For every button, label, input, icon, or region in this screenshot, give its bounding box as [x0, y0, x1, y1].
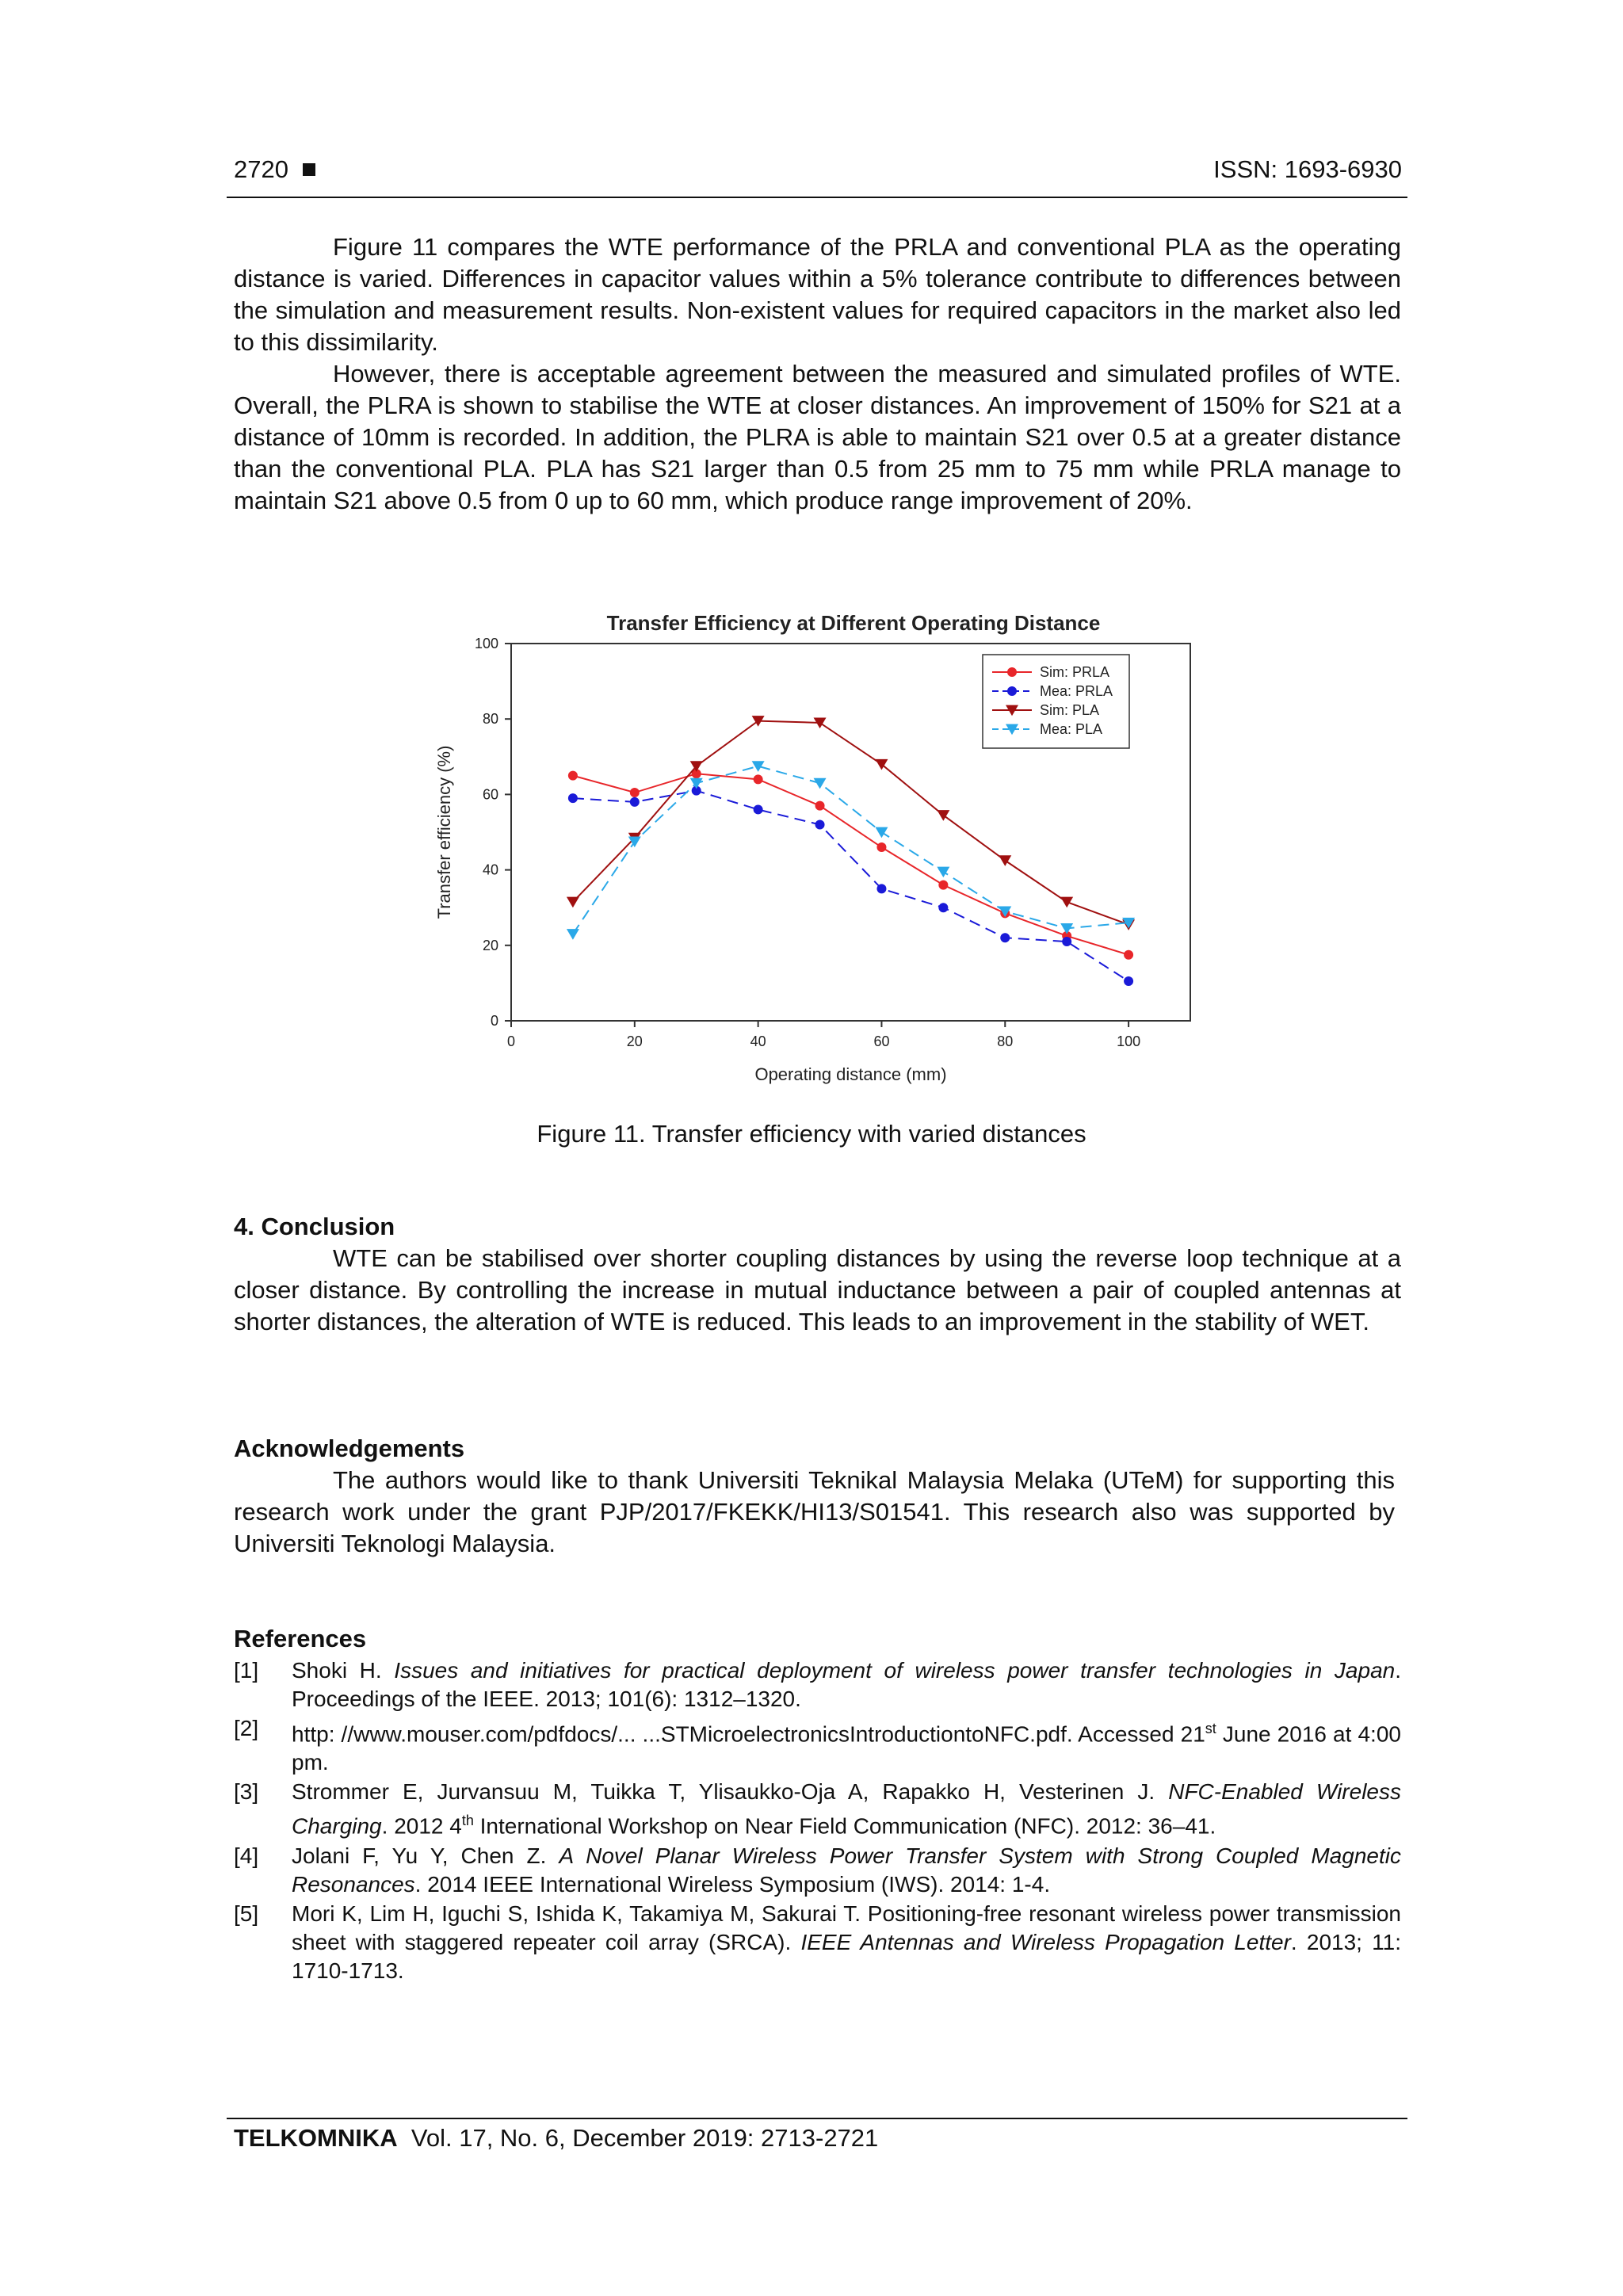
- data-point: [1124, 950, 1133, 960]
- x-tick-label: 0: [506, 1033, 516, 1049]
- data-point: [876, 884, 886, 893]
- data-point: [876, 842, 886, 852]
- header-rule: [227, 197, 1407, 198]
- y-tick-label: 20: [482, 937, 498, 953]
- square-bullet-icon: [303, 163, 315, 176]
- data-point: [999, 855, 1011, 866]
- conclusion-title: 4. Conclusion: [234, 1213, 395, 1240]
- legend-label: Mea: PLA: [1040, 721, 1103, 737]
- y-tick-label: 100: [474, 636, 498, 651]
- data-point: [568, 771, 578, 781]
- data-point: [630, 797, 640, 807]
- data-point: [690, 778, 703, 789]
- data-point: [754, 804, 763, 814]
- acknowledgements-text: The authors would like to thank Universiti Teknikal Malaysia Melaka (UTeM) for supporting this research work under the grant PJP/2017/FKEKK/HI13/S01541. This research also was supported by Universiti Teknologi Malaysia.: [234, 1466, 1395, 1557]
- reference-number: [1]: [234, 1658, 259, 1683]
- legend-label: Sim: PLA: [1040, 702, 1100, 718]
- conclusion-text: WTE can be stabilised over shorter coupling distances by using the reverse loop technique at a closer distance. By controlling the increase in mutual inductance between a pair of coupled antennas at shorter distances, the alteration of WTE is reduced. This leads to an improvement in the stability of WET.: [234, 1244, 1401, 1335]
- issn: ISSN: 1693-6930: [1213, 155, 1402, 183]
- reference-item: [234, 1842, 1401, 1899]
- figure-11-chart: [428, 602, 1220, 1094]
- data-point: [1124, 976, 1133, 986]
- reference-number: [5]: [234, 1901, 259, 1926]
- legend-label: Mea: PRLA: [1040, 683, 1113, 699]
- series-line: [573, 791, 1128, 981]
- page-number: 2720: [234, 155, 315, 184]
- y-tick-label: 80: [482, 711, 498, 728]
- data-point: [875, 827, 888, 839]
- reference-item: [234, 1714, 1401, 1777]
- paragraph-1: Figure 11 compares the WTE performance of the PRLA and conventional PLA as the operating distance is varied. Differences in capacitor values within a 5% tolerance contribute to differences between the simulation and measurement results. Non-existent values for required capacitors in the market also led to this dissimilarity.: [234, 233, 1401, 356]
- footer: [234, 2124, 878, 2153]
- figure-caption: Figure 11. Transfer efficiency with varied distances: [537, 1120, 1086, 1148]
- legend-label: Sim: PRLA: [1040, 664, 1110, 680]
- data-point: [1062, 937, 1071, 946]
- y-tick-label: 40: [482, 861, 498, 878]
- legend-marker: [1007, 667, 1017, 677]
- chart-title: Transfer Efficiency at Different Operating Distance: [606, 611, 1101, 635]
- x-tick-label: 60: [873, 1033, 890, 1049]
- data-point: [937, 867, 949, 878]
- reference-text: Shoki H. Issues and initiatives for practical deployment of wireless power transfer technologies in Japan. Proceedings of the IEEE. 2013; 101(6): 1312–1320.: [292, 1658, 1401, 1711]
- reference-text: http: //www.mouser.com/pdfdocs/... ...STMicroelectronicsIntroductiontoNFC.pdf. Accessed 21st June 2016 at 4:00 pm.: [292, 1721, 1401, 1775]
- reference-list: [234, 1656, 1401, 1986]
- references-title: References: [234, 1625, 367, 1652]
- data-point: [754, 774, 763, 784]
- y-tick-label: 60: [482, 786, 498, 803]
- x-tick-label: 40: [750, 1033, 766, 1049]
- data-point: [814, 778, 827, 789]
- acknowledgements-title: Acknowledgements: [234, 1435, 465, 1462]
- data-point: [1060, 897, 1073, 908]
- body-text: [234, 231, 1401, 517]
- data-point: [1000, 933, 1010, 942]
- data-point: [630, 788, 640, 797]
- data-point: [567, 929, 579, 940]
- x-tick-label: 100: [1117, 1033, 1141, 1049]
- data-point: [938, 903, 948, 912]
- journal-name: TELKOMNIKA: [234, 2124, 398, 2152]
- data-point: [815, 801, 825, 811]
- reference-number: [2]: [234, 1716, 259, 1740]
- y-axis-label: Transfer efficiency (%): [434, 745, 454, 919]
- chart-legend: [983, 655, 1129, 748]
- reference-text: Jolani F, Yu Y, Chen Z. A Novel Planar Wireless Power Transfer System with Strong Coupled Magnetic Resonances. 2014 IEEE International Wireless Symposium (IWS). 2014: 1-4.: [292, 1843, 1401, 1897]
- reference-text: Mori K, Lim H, Iguchi S, Ishida K, Takamiya M, Sakurai T. Positioning-free resonant wireless power transmission sheet with staggered repeater coil array (SRCA). IEEE Antennas and Wireless Propagation Letter. 2013; 11: 1710-1713.: [292, 1901, 1401, 1983]
- data-point: [568, 793, 578, 803]
- reference-number: [3]: [234, 1779, 259, 1805]
- data-point: [815, 819, 825, 829]
- series-line: [573, 774, 1128, 954]
- conclusion-body: [234, 1243, 1401, 1338]
- series-line: [573, 721, 1128, 925]
- series-line: [573, 766, 1128, 934]
- reference-item: [234, 1778, 1401, 1840]
- legend-marker: [1007, 686, 1017, 696]
- x-tick-label: 80: [997, 1033, 1014, 1049]
- reference-item: [234, 1900, 1401, 1985]
- data-point: [752, 761, 765, 772]
- x-axis-label: Operating distance (mm): [754, 1064, 947, 1084]
- reference-item: [234, 1656, 1401, 1713]
- x-tick-label: 20: [626, 1033, 643, 1049]
- footer-rule: [227, 2118, 1407, 2119]
- y-tick-label: 0: [490, 1013, 498, 1029]
- paragraph-2: However, there is acceptable agreement between the measured and simulated profiles of WTE. Overall, the PLRA is shown to stabilise the WTE at closer distances. An improvement of 150% for S21 at a distance of 10mm is recorded. In addition, the PLRA is able to maintain S21 over 0.5 at a greater distance than the conventional PLA. PLA has S21 larger than 0.5 from 25 mm to 75 mm while PRLA manage to maintain S21 above 0.5 from 0 up to 60 mm, which produce range improvement of 20%.: [234, 360, 1401, 514]
- reference-text: Strommer E, Jurvansuu M, Tuikka T, Ylisaukko-Oja A, Rapakko H, Vesterinen J. NFC-Enabled Wireless Charging. 2012 4th International Workshop on Near Field Communication (NFC). 2012: 36–41.: [292, 1779, 1401, 1839]
- reference-number: [4]: [234, 1843, 259, 1868]
- journal-details: Vol. 17, No. 6, December 2019: 2713-2721: [411, 2124, 879, 2152]
- acknowledgements-body: [234, 1465, 1395, 1560]
- data-point: [938, 881, 948, 890]
- data-point: [567, 897, 579, 908]
